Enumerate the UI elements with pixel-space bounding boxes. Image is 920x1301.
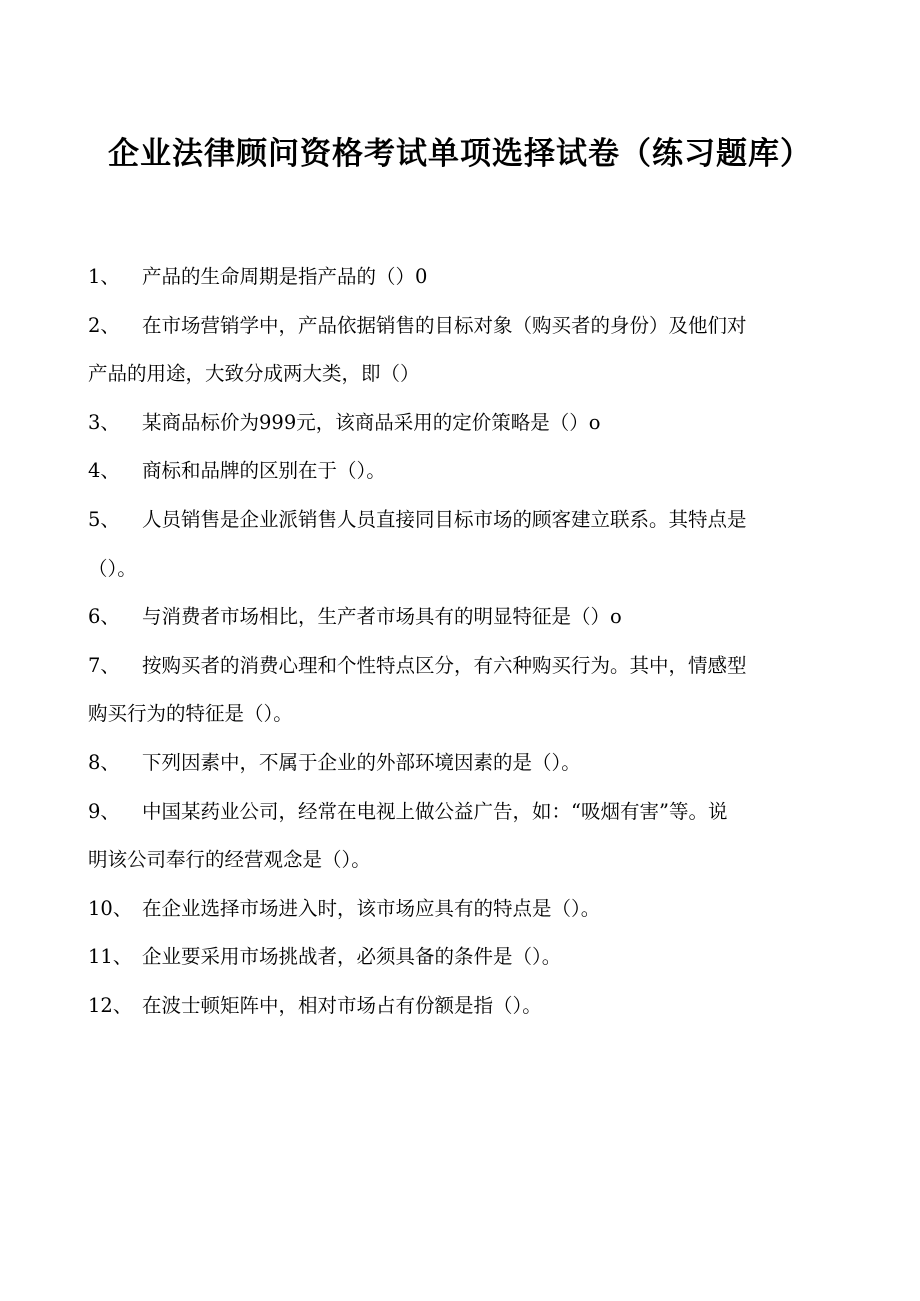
document-title: 企业法律顾问资格考试单项选择试卷（练习题库） xyxy=(108,136,812,172)
question-item-12 xyxy=(88,982,818,1031)
question-text: 企业要采用市场挑战者，必须具备的条件是（）。 xyxy=(142,945,562,969)
question-text: 中国某药业公司，经常在电视上做公益广告，如：“吸烟有害”等。说 xyxy=(142,799,728,823)
question-item-7 xyxy=(88,642,818,691)
question-text: 与消费者市场相比，生产者市场具有的明显特征是（）o xyxy=(142,605,622,629)
question-number: 4、 xyxy=(88,459,120,483)
question-number: 1、 xyxy=(88,265,120,288)
question-item-9 xyxy=(88,788,818,837)
question-item-6 xyxy=(88,593,818,642)
question-text: 在企业选择市场进入时，该市场应具有的特点是（）。 xyxy=(142,896,601,920)
question-text: 产品的生命周期是指产品的（）0 xyxy=(142,265,428,288)
question-item-2 xyxy=(88,302,818,351)
question-number: 12、 xyxy=(88,993,133,1017)
question-number: 9、 xyxy=(88,799,120,823)
question-text: 人员销售是企业派销售人员直接同目标市场的顾客建立联系。其特点是 xyxy=(142,507,747,531)
question-text-continuation: 产品的用途，大致分成两大类，即（） xyxy=(88,362,420,386)
question-text: 下列因素中，不属于企业的外部环境因素的是（）。 xyxy=(142,750,581,774)
question-item-10 xyxy=(88,885,818,934)
question-item-3 xyxy=(88,399,818,448)
question-text-continuation: （）。 xyxy=(88,556,137,580)
question-item-4 xyxy=(88,447,818,496)
question-number: 2、 xyxy=(88,313,120,337)
question-number: 10、 xyxy=(88,896,133,920)
question-number: 8、 xyxy=(88,750,120,774)
question-text: 某商品标价为999元，该商品采用的定价策略是（）o xyxy=(142,410,601,434)
question-text: 按购买者的消费心理和个性特点区分，有六种购买行为。其中，情感型 xyxy=(142,653,747,677)
question-number: 6、 xyxy=(88,605,120,629)
question-item-8 xyxy=(88,739,818,788)
question-text-continuation: 明该公司奉行的经营观念是（）。 xyxy=(88,848,371,872)
question-number: 11、 xyxy=(88,945,133,969)
question-item-5 xyxy=(88,496,818,545)
question-text-continuation: 购买行为的特征是（）。 xyxy=(88,702,293,726)
question-text: 商标和品牌的区别在于（）。 xyxy=(142,459,386,483)
question-number: 5、 xyxy=(88,507,120,531)
question-text: 在波士顿矩阵中，相对市场占有份额是指（）。 xyxy=(142,993,542,1017)
question-item-1 xyxy=(88,253,818,302)
question-number: 3、 xyxy=(88,410,120,434)
question-item-11 xyxy=(88,933,818,982)
question-number: 7、 xyxy=(88,653,120,677)
question-text: 在市场营销学中，产品依据销售的目标对象（购买者的身份）及他们对 xyxy=(142,313,747,337)
question-list xyxy=(88,253,818,1031)
